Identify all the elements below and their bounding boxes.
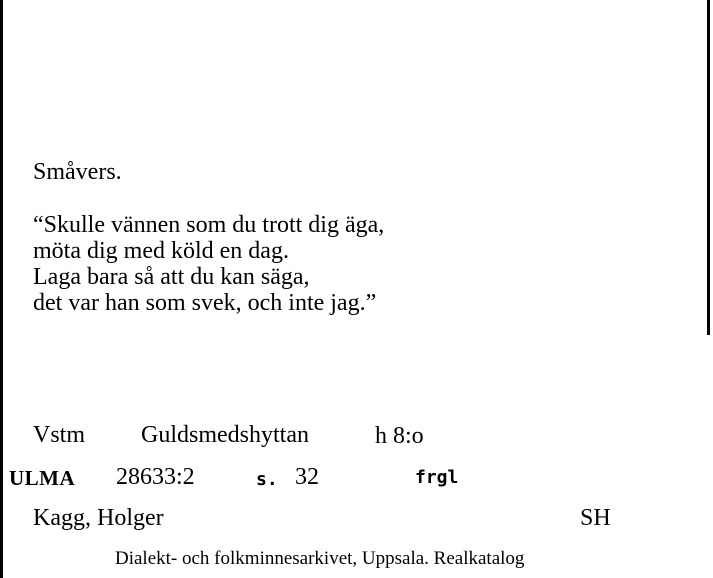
page-number: 32 [295, 464, 319, 490]
collector-initials: SH [580, 505, 611, 531]
poem-line: “Skulle vännen som du trott dig äga, [33, 212, 385, 238]
archive-number: 28633:2 [116, 464, 195, 490]
archive-label: ULMA [9, 466, 76, 490]
page-label: s. [256, 469, 278, 490]
record-type: frgl [415, 467, 459, 488]
archive-footer: Dialekt- och folkminnesarkivet, Uppsala. Realkatalog [115, 548, 525, 569]
province-label: Vstm [33, 422, 86, 448]
format-label: h 8:o [375, 423, 424, 449]
poem-line: det var han som svek, och inte jag.” [33, 290, 377, 316]
place-label: Guldsmedshyttan [141, 422, 309, 448]
poem-line: Laga bara så att du kan säga, [33, 264, 310, 290]
informant-name: Kagg, Holger [33, 505, 164, 531]
card-title: Småvers. [33, 159, 122, 185]
card-right-border [707, 0, 710, 335]
poem-line: möta dig med köld en dag. [33, 238, 289, 264]
poem-text [33, 212, 384, 316]
card-left-border [0, 0, 3, 578]
